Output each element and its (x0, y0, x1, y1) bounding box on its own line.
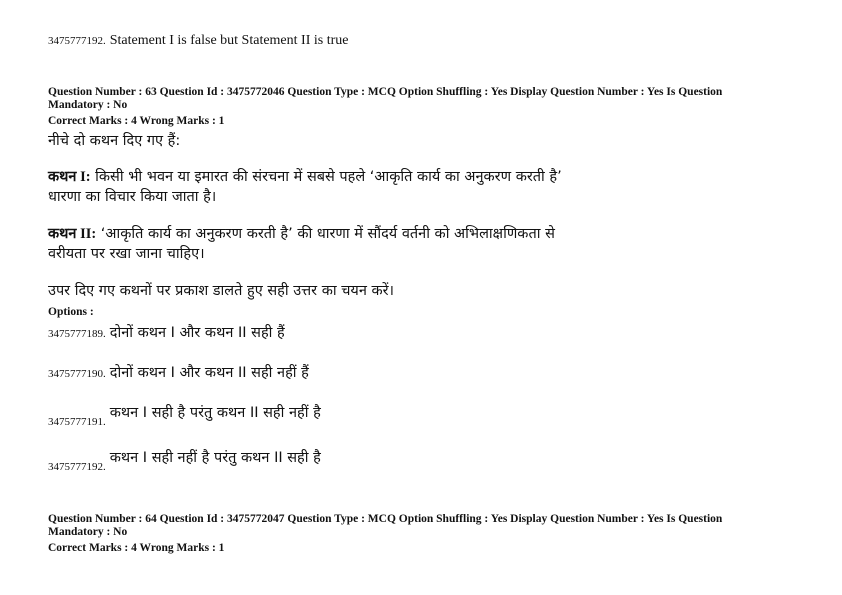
question-intro: नीचे दो कथन दिए गए हैं: (48, 133, 181, 149)
option-id: 3475777191. (48, 416, 106, 428)
statement-2-line2: वरीयता पर रखा जाना चाहिए। (48, 246, 205, 262)
option-row[interactable] (48, 322, 285, 342)
question-meta-line1: Question Number : 64 Question Id : 3475772047 Question Type : MCQ Option Shuffling : Yes Display Question Number : Yes Is Question (48, 513, 723, 525)
question-meta-line1: Question Number : 63 Question Id : 3475772046 Question Type : MCQ Option Shuffling : Yes Display Question Number : Yes Is Question (48, 86, 723, 98)
question-marks: Correct Marks : 4 Wrong Marks : 1 (48, 542, 225, 554)
option-text: कथन I सही है परंतु कथन II सही नहीं है (109, 405, 321, 421)
question-marks: Correct Marks : 4 Wrong Marks : 1 (48, 115, 225, 127)
statement-1-line2: धारणा का विचार किया जाता है। (48, 189, 217, 205)
statement-2-text: ‘आकृति कार्य का अनुकरण करती है’ की धारणा में सौंदर्य वर्तनी को अभिलाक्षणिकता से (96, 226, 555, 242)
statement-2-label: कथन II: (48, 226, 97, 242)
statement-1-text: किसी भी भवन या इमारत की संरचना में सबसे पहले ‘आकृति कार्य का अनुकरण करती है’ (90, 169, 562, 185)
option-row[interactable] (48, 402, 321, 428)
question-meta-line2: Mandatory : No (48, 526, 128, 538)
option-id: 3475777192. (48, 35, 106, 47)
option-text: दोनों कथन I और कथन II सही नहीं हैं (109, 365, 309, 381)
option-text: Statement I is false but Statement II is true (109, 33, 349, 48)
option-row[interactable] (48, 447, 321, 473)
statement-1-label: कथन I: (48, 169, 91, 185)
options-label: Options : (48, 306, 94, 318)
option-id: 3475777189. (48, 328, 106, 340)
previous-option-row (48, 31, 348, 49)
statement-1-line1 (48, 166, 562, 188)
option-id: 3475777190. (48, 368, 106, 380)
option-text: कथन I सही नहीं है परंतु कथन II सही है (109, 450, 321, 466)
option-id: 3475777192. (48, 461, 106, 473)
option-row[interactable] (48, 362, 309, 382)
question-instruction: उपर दिए गए कथनों पर प्रकाश डालते हुए सही उत्तर का चयन करें। (48, 283, 395, 299)
option-text: दोनों कथन I और कथन II सही हैं (109, 325, 285, 341)
question-meta-line2: Mandatory : No (48, 99, 128, 111)
statement-2-line1 (48, 223, 555, 245)
